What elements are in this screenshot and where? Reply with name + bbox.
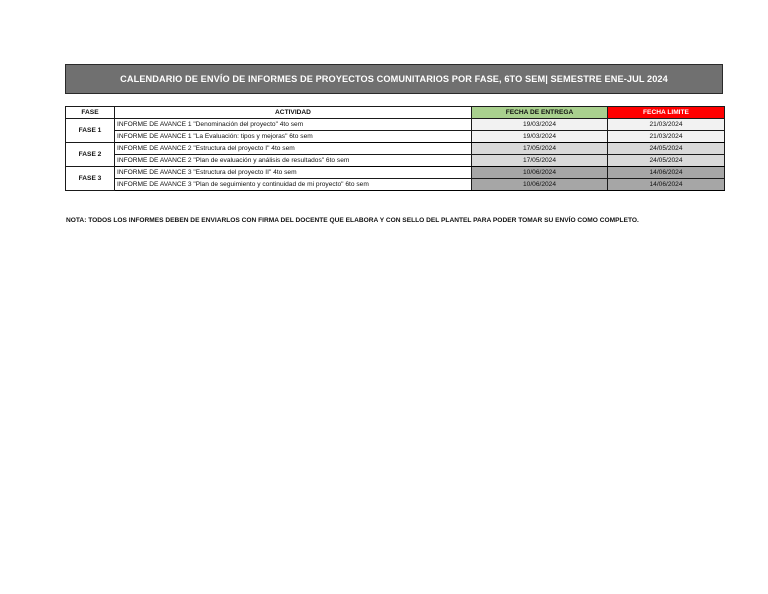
header-fase: FASE	[66, 107, 115, 119]
fecha-entrega-cell: 19/03/2024	[472, 131, 608, 143]
table-row	[66, 155, 725, 167]
table-row	[66, 179, 725, 191]
table-header-row	[66, 107, 725, 119]
fecha-limite-cell: 24/05/2024	[608, 143, 725, 155]
fecha-limite-cell: 21/03/2024	[608, 119, 725, 131]
actividad-cell: INFORME DE AVANCE 3 "Plan de seguimiento y continuidad de mi proyecto" 6to sem	[115, 179, 472, 191]
footnote-text: NOTA: TODOS LOS INFORMES DEBEN DE ENVIARLOS CON FIRMA DEL DOCENTE QUE ELABORA Y CON SELLO DEL PLANTEL PARA PODER TOMAR SU ENVÍO COMO COMPLETO.	[66, 217, 639, 224]
fecha-limite-cell: 21/03/2024	[608, 131, 725, 143]
fecha-limite-cell: 14/06/2024	[608, 167, 725, 179]
actividad-cell: INFORME DE AVANCE 3 "Estructura del proyecto II" 4to sem	[115, 167, 472, 179]
document-title-text: CALENDARIO DE ENVÍO DE INFORMES DE PROYECTOS COMUNITARIOS POR FASE, 6TO SEM| SEMESTRE ENE-JUL 2024	[120, 74, 668, 84]
actividad-cell: INFORME DE AVANCE 2 "Estructura del proyecto I" 4to sem	[115, 143, 472, 155]
fecha-entrega-cell: 19/03/2024	[472, 119, 608, 131]
table-row	[66, 143, 725, 155]
fecha-entrega-cell: 17/05/2024	[472, 155, 608, 167]
header-fecha-entrega: FECHA DE ENTREGA	[472, 107, 608, 119]
header-fecha-limite: FECHA LIMITE	[608, 107, 725, 119]
table-row	[66, 131, 725, 143]
table-row	[66, 119, 725, 131]
fecha-limite-cell: 24/05/2024	[608, 155, 725, 167]
schedule-table	[65, 106, 725, 191]
header-actividad: ACTIVIDAD	[115, 107, 472, 119]
fase-cell: FASE 1	[66, 119, 115, 143]
actividad-cell: INFORME DE AVANCE 1 "Denominación del proyecto" 4to sem	[115, 119, 472, 131]
actividad-cell: INFORME DE AVANCE 1 "La Evaluación: tipos y mejoras" 6to sem	[115, 131, 472, 143]
document-title	[65, 64, 723, 94]
fase-cell: FASE 2	[66, 143, 115, 167]
actividad-cell: INFORME DE AVANCE 2 "Plan de evaluación y análisis de resultados" 6to sem	[115, 155, 472, 167]
table-row	[66, 167, 725, 179]
footnote	[66, 217, 746, 224]
fecha-entrega-cell: 10/06/2024	[472, 167, 608, 179]
fase-cell: FASE 3	[66, 167, 115, 191]
fecha-entrega-cell: 17/05/2024	[472, 143, 608, 155]
fecha-limite-cell: 14/06/2024	[608, 179, 725, 191]
fecha-entrega-cell: 10/06/2024	[472, 179, 608, 191]
